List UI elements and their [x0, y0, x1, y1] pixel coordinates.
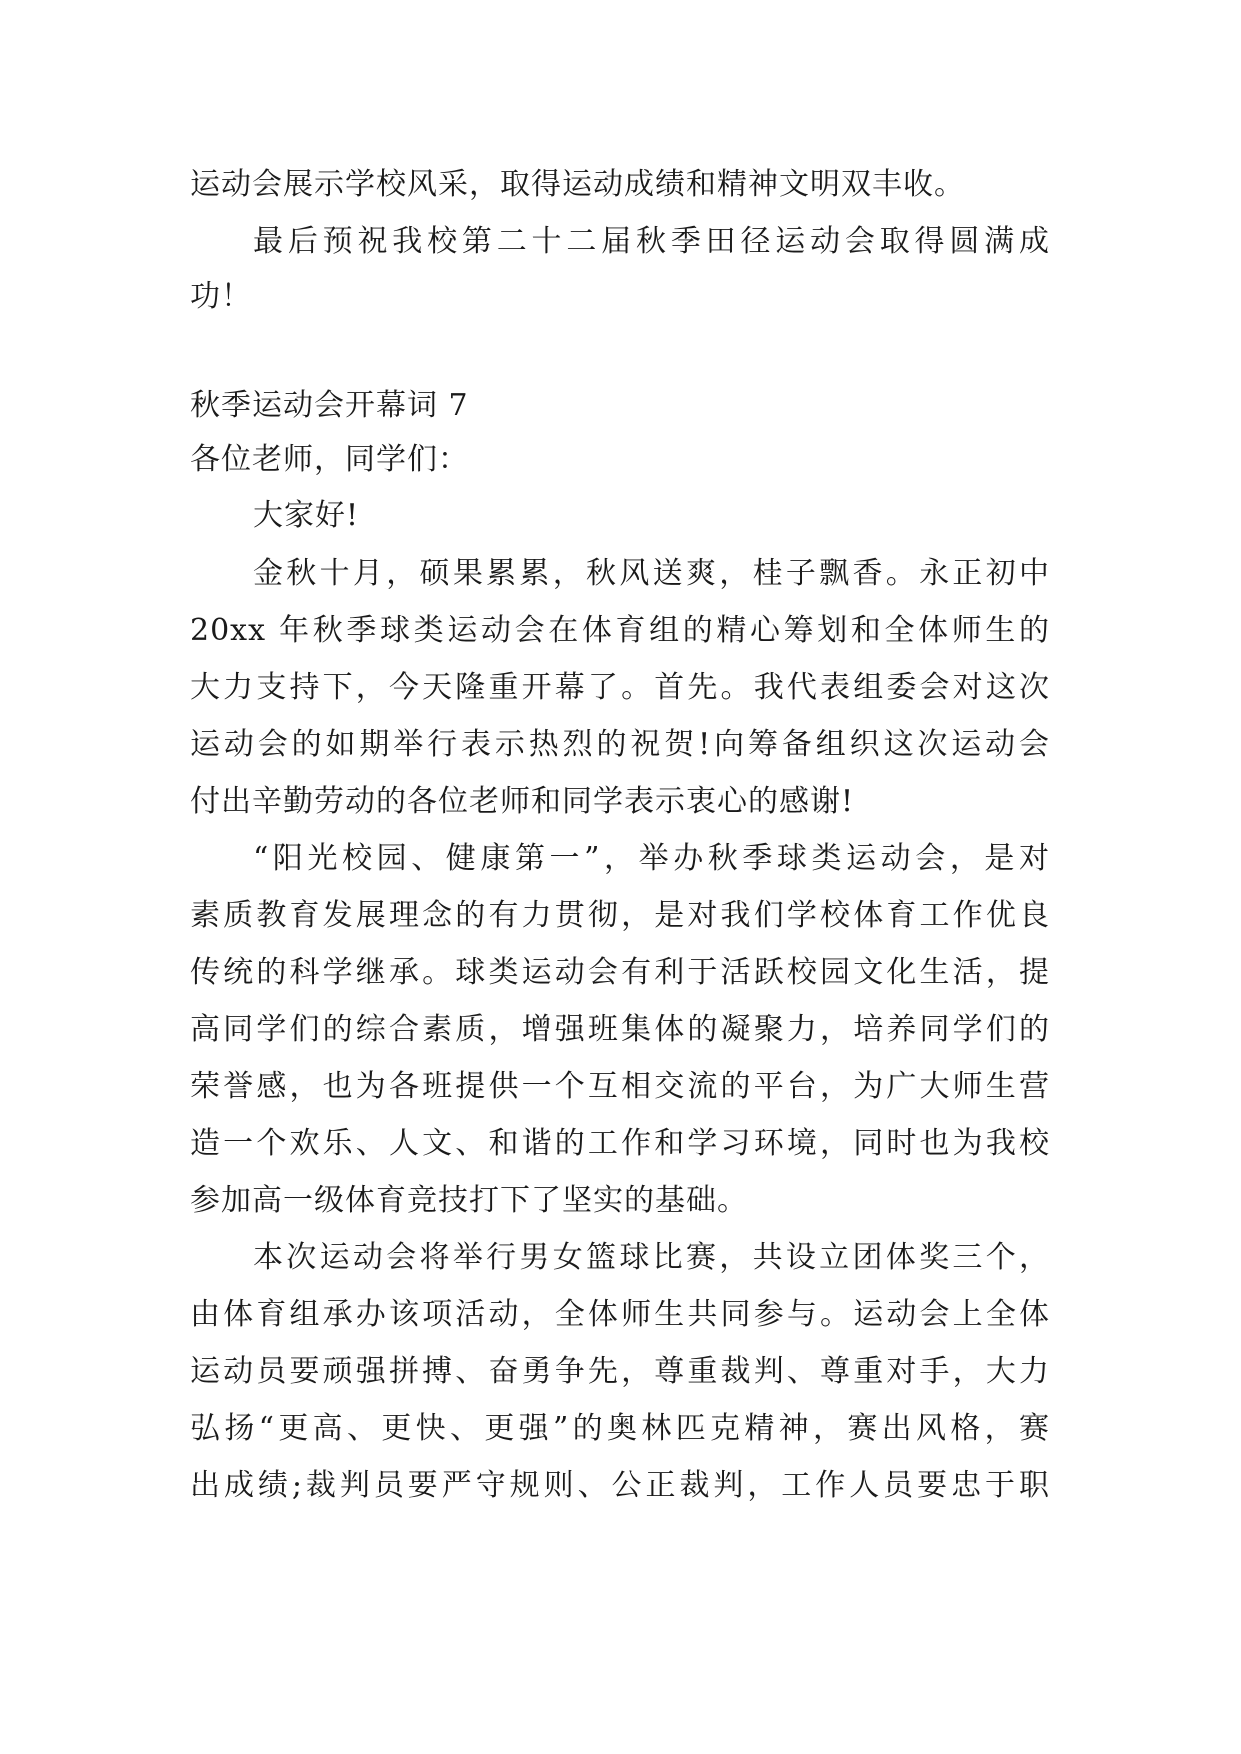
paragraph-line: 素质教育发展理念的有力贯彻，是对我们学校体育工作优良: [190, 898, 1050, 933]
paragraph-line: “阳光校园、健康第一”，举办秋季球类运动会，是对: [253, 841, 1050, 876]
paragraph-line: 本次运动会将举行男女篮球比赛，共设立团体奖三个，: [253, 1240, 1050, 1275]
paragraph-line: 造一个欢乐、人文、和谐的工作和学习环境，同时也为我校: [190, 1126, 1050, 1161]
paragraph-line: 荣誉感，也为各班提供一个互相交流的平台，为广大师生营: [190, 1069, 1050, 1104]
paragraph-line: 出成绩;裁判员要严守规则、公正裁判，工作人员要忠于职: [190, 1468, 1050, 1503]
paragraph-line: 运动会的如期举行表示热烈的祝贺!向筹备组织这次运动会: [190, 727, 1050, 762]
paragraph-line: 高同学们的综合素质，增强班集体的凝聚力，培养同学们的: [190, 1012, 1050, 1047]
paragraph-line: 付出辛勤劳动的各位老师和同学表示衷心的感谢!: [190, 784, 855, 819]
paragraph-line: 功！: [190, 279, 252, 314]
paragraph-line: 弘扬“更高、更快、更强”的奥林匹克精神，赛出风格，赛: [190, 1411, 1050, 1446]
paragraph-line: 20xx 年秋季球类运动会在体育组的精心筹划和全体师生的: [190, 613, 1050, 648]
greeting: 大家好!: [253, 498, 360, 533]
paragraph-line: 由体育组承办该项活动，全体师生共同参与。运动会上全体: [190, 1297, 1050, 1332]
paragraph-line: 参加高一级体育竞技打下了坚实的基础。: [190, 1183, 748, 1218]
paragraph-line: 传统的科学继承。球类运动会有利于活跃校园文化生活，提: [190, 955, 1050, 990]
paragraph-line: 运动会展示学校风采，取得运动成绩和精神文明双丰收。: [190, 167, 965, 202]
salutation: 各位老师，同学们：: [190, 442, 469, 477]
paragraph-line: 最后预祝我校第二十二届秋季田径运动会取得圆满成: [253, 224, 1050, 259]
paragraph-line: 大力支持下，今天隆重开幕了。首先。我代表组委会对这次: [190, 670, 1050, 705]
paragraph-line: 运动员要顽强拼搏、奋勇争先，尊重裁判、尊重对手，大力: [190, 1354, 1050, 1389]
section-title: 秋季运动会开幕词 7: [190, 388, 469, 423]
paragraph-line: 金秋十月，硕果累累，秋风送爽，桂子飘香。永正初中: [253, 556, 1050, 591]
